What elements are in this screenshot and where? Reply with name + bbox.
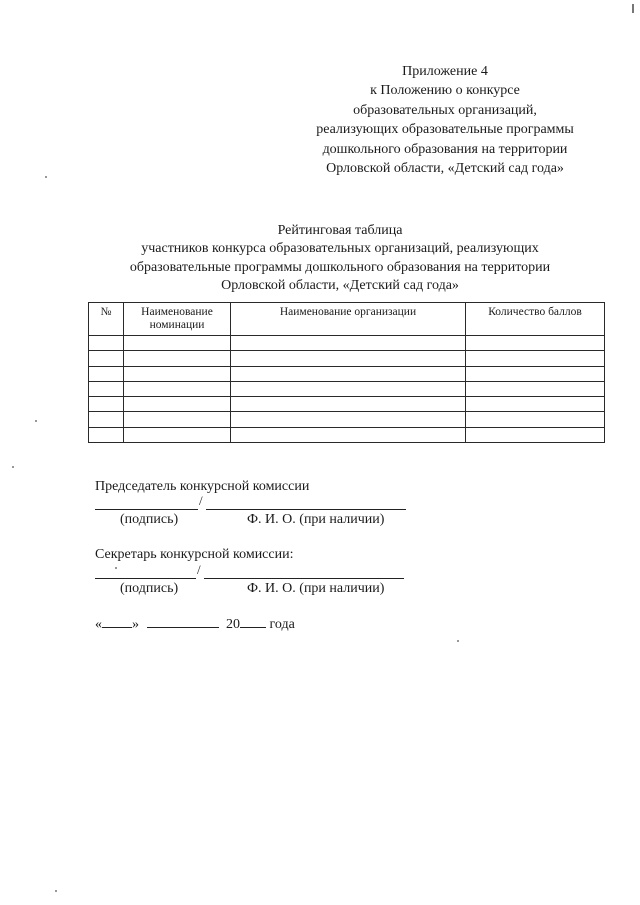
secretary-name-hint: Ф. И. О. (при наличии) <box>247 581 385 596</box>
table-cell <box>466 397 605 412</box>
header-number: № <box>89 303 124 336</box>
chairman-signature-hint: (подпись) <box>120 512 179 527</box>
table-row <box>89 412 605 427</box>
date-open-quote: « <box>95 617 102 632</box>
table-cell <box>466 351 605 366</box>
title-line: образовательные программы дошкольного образования на территории <box>129 259 551 275</box>
table-cell <box>466 336 605 351</box>
table-row <box>89 336 605 351</box>
title-heading: Рейтинговая таблица <box>277 223 403 238</box>
table-cell <box>89 427 124 442</box>
header-organization: Наименование организации <box>231 303 466 336</box>
chairman-slash: / <box>199 493 203 508</box>
table-cell <box>231 412 466 427</box>
table-row <box>89 427 605 442</box>
table-cell <box>231 351 466 366</box>
table-cell <box>231 427 466 442</box>
table-row <box>89 351 605 366</box>
appendix-line: к Положению о конкурсе <box>370 83 520 99</box>
appendix-line: реализующих образовательные программы <box>316 122 574 138</box>
table-cell <box>124 397 231 412</box>
year-blank <box>240 615 266 628</box>
table-cell <box>89 366 124 381</box>
header-nomination: Наименование номинации <box>124 303 231 336</box>
chairman-name-hint: Ф. И. О. (при наличии) <box>247 512 385 527</box>
table-cell <box>124 381 231 396</box>
secretary-slash: / <box>197 562 201 577</box>
table-cell <box>124 351 231 366</box>
table-cell <box>89 336 124 351</box>
chairman-label: Председатель конкурсной комиссии <box>95 479 310 494</box>
year-prefix: 20 <box>226 617 240 632</box>
date-line <box>95 615 295 633</box>
table-cell <box>231 366 466 381</box>
appendix-block <box>300 62 590 178</box>
table-cell <box>231 381 466 396</box>
table-cell <box>231 397 466 412</box>
rating-table <box>88 302 605 443</box>
table-header-row <box>89 303 605 336</box>
scan-speck <box>45 176 47 178</box>
table-cell <box>124 427 231 442</box>
scan-speck <box>35 420 37 422</box>
table-cell <box>89 381 124 396</box>
secretary-signature-hint: (подпись) <box>120 581 179 596</box>
table-row <box>89 366 605 381</box>
table-cell <box>466 412 605 427</box>
year-suffix: года <box>269 617 295 632</box>
table-cell <box>124 336 231 351</box>
table-row <box>89 397 605 412</box>
secretary-signature-line <box>95 578 196 579</box>
appendix-line: образовательных организаций, <box>353 102 537 118</box>
scan-speck <box>12 466 14 468</box>
scan-mark <box>632 4 634 13</box>
table-cell <box>466 381 605 396</box>
scan-speck <box>55 890 57 892</box>
title-line: Орловской области, «Детский сад года» <box>221 278 459 294</box>
table-cell <box>466 427 605 442</box>
day-blank <box>102 615 132 628</box>
secretary-label: Секретарь конкурсной комиссии: <box>95 547 294 562</box>
document-title <box>60 222 620 296</box>
date-close-quote: » <box>132 617 139 632</box>
header-score: Количество баллов <box>466 303 605 336</box>
table-cell <box>89 412 124 427</box>
month-blank <box>147 615 219 628</box>
table-cell <box>89 351 124 366</box>
secretary-name-line <box>204 578 404 579</box>
scan-speck <box>457 640 459 642</box>
chairman-signature-line <box>95 509 198 510</box>
appendix-line: Приложение 4 <box>402 64 488 79</box>
table-cell <box>124 366 231 381</box>
scan-speck <box>115 567 117 569</box>
table-cell <box>466 366 605 381</box>
table-row <box>89 381 605 396</box>
table-cell <box>89 397 124 412</box>
appendix-line: дошкольного образования на территории <box>322 141 568 157</box>
appendix-line: Орловской области, «Детский сад года» <box>326 161 564 177</box>
table-cell <box>124 412 231 427</box>
title-line: участников конкурса образовательных организаций, реализующих <box>141 241 539 257</box>
table-cell <box>231 336 466 351</box>
chairman-name-line <box>206 509 406 510</box>
